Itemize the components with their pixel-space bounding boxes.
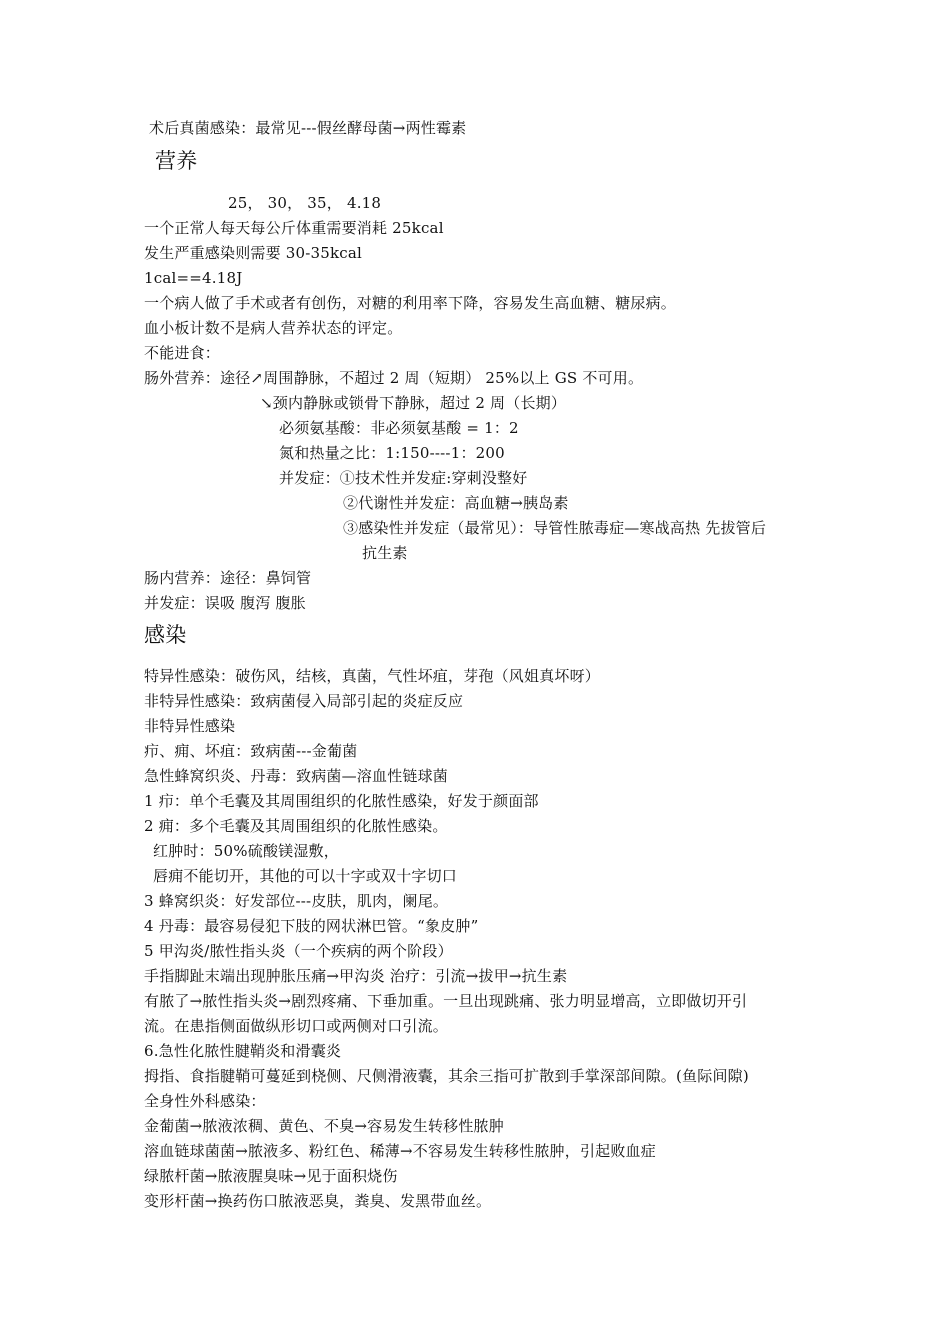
text-line: 变形杆菌→换药伤口脓液恶臭，粪臭、发黑带血丝。 xyxy=(144,1192,492,1210)
text-line: 拇指、食指腱鞘可蔓延到桡侧、尺侧滑液囊，其余三指可扩散到手掌深部间隙。(鱼际间隙) xyxy=(144,1067,749,1085)
text-line: 必须氨基酸：非必须氨基酸 = 1：2 xyxy=(279,419,519,437)
text-line: ②代谢性并发症：高血糖→胰岛素 xyxy=(343,494,569,512)
text-line: 红肿时：50%硫酸镁湿敷， xyxy=(153,842,339,860)
text-line: 6.急性化脓性腱鞘炎和滑囊炎 xyxy=(144,1042,342,1060)
text-line: 4 丹毒：最容易侵犯下肢的网状淋巴管。“象皮肿” xyxy=(144,917,479,935)
section-heading-infection: 感染 xyxy=(144,623,187,647)
text-line: 溶血链球菌菌→脓液多、粉红色、稀薄→不容易发生转移性脓肿，引起败血症 xyxy=(144,1142,656,1160)
text-line: 发生严重感染则需要 30-35kcal xyxy=(144,244,363,262)
text-line: 手指脚趾末端出现肿胀压痛→甲沟炎 治疗：引流→拔甲→抗生素 xyxy=(144,967,568,985)
text-line: 并发症：①技术性并发症:穿刺没整好 xyxy=(279,469,528,487)
text-line: 不能进食： xyxy=(144,344,221,362)
text-line: 有脓了→脓性指头炎→剧烈疼痛、下垂加重。一旦出现跳痛、张力明显增高，立即做切开引 xyxy=(144,992,748,1010)
text-line: ↘颈内静脉或锁骨下静脉，超过 2 周（长期） xyxy=(260,394,567,412)
text-line: 并发症：误吸 腹泻 腹胀 xyxy=(144,594,306,612)
text-line: 急性蜂窝织炎、丹毒：致病菌—溶血性链球菌 xyxy=(144,767,449,785)
text-line: 3 蜂窝织炎：好发部位---皮肤，肌肉，阑尾。 xyxy=(144,892,449,910)
text-line: 血小板计数不是病人营养状态的评定。 xyxy=(144,319,403,337)
text-line: 肠外营养：途径↗周围静脉，不超过 2 周（短期） 25%以上 GS 不可用。 xyxy=(144,369,644,387)
text-line: 一个正常人每天每公斤体重需要消耗 25kcal xyxy=(144,219,444,237)
text-line: 2 痈：多个毛囊及其周围组织的化脓性感染。 xyxy=(144,817,448,835)
text-line: 肠内营养：途径：鼻饲管 xyxy=(144,569,312,587)
text-line: 非特异性感染 xyxy=(144,717,236,735)
text-line: 全身性外科感染： xyxy=(144,1092,266,1110)
text-line: 抗生素 xyxy=(362,544,408,562)
text-line: 唇痈不能切开，其他的可以十字或双十字切口 xyxy=(153,867,458,885)
section-heading-nutrition: 营养 xyxy=(155,149,198,173)
text-line: 金葡菌→脓液浓稠、黄色、不臭→容易发生转移性脓肿 xyxy=(144,1117,504,1135)
text-line: 流。在患指侧面做纵形切口或两侧对口引流。 xyxy=(144,1017,449,1035)
text-line: ③感染性并发症（最常见）：导管性脓毒症—寒战高热 先拔管后 xyxy=(343,519,767,537)
text-line: 1cal==4.18J xyxy=(144,269,243,287)
text-line: 疖、痈、坏疽：致病菌---金葡菌 xyxy=(144,742,358,760)
text-line: 氮和热量之比：1:150----1：200 xyxy=(279,444,505,462)
text-line: 特异性感染：破伤风，结核，真菌，气性坏疽，芽孢（风姐真坏呀） xyxy=(144,667,601,685)
text-line: 5 甲沟炎/脓性指头炎（一个疾病的两个阶段） xyxy=(144,942,453,960)
text-line: 25， 30， 35， 4.18 xyxy=(228,194,382,212)
text-line: 绿脓杆菌→脓液腥臭味→见于面积烧伤 xyxy=(144,1167,398,1185)
text-line: 非特异性感染：致病菌侵入局部引起的炎症反应 xyxy=(144,692,464,710)
text-line: 术后真菌感染：最常见---假丝酵母菌→两性霉素 xyxy=(149,119,467,137)
text-line: 1 疖：单个毛囊及其周围组织的化脓性感染，好发于颜面部 xyxy=(144,792,539,810)
text-line: 一个病人做了手术或者有创伤，对糖的利用率下降，容易发生高血糖、糖尿病。 xyxy=(144,294,677,312)
